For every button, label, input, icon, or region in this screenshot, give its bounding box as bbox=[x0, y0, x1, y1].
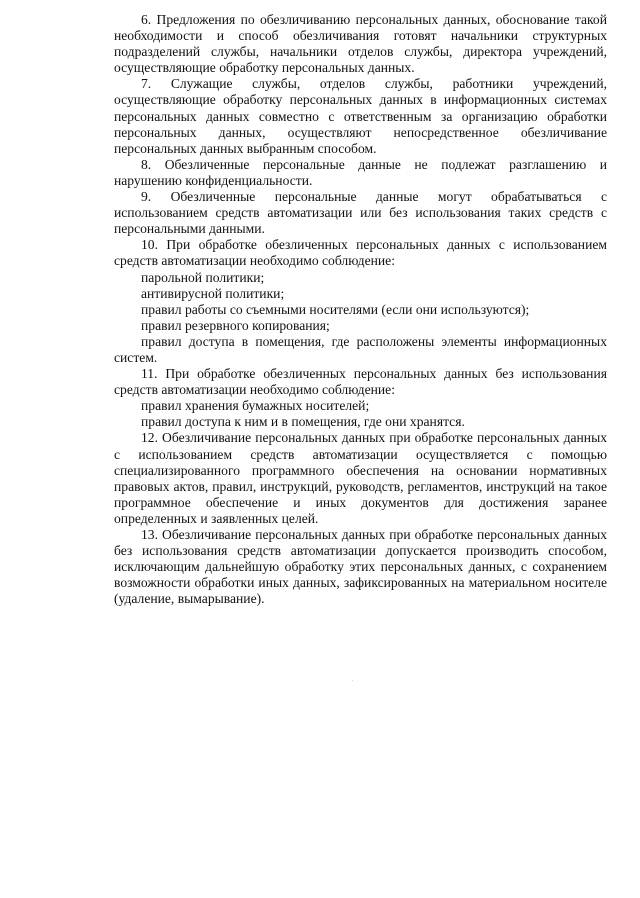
paragraph-9: 9. Обезличенные персональные данные могут обрабатываться с использованием средств автоматизации или без использования таких средств с персональными данными. bbox=[114, 189, 607, 237]
list-item-premises-access: правил доступа в помещения, где расположены элементы информационных систем. bbox=[114, 333, 607, 365]
paragraph-7: 7. Служащие службы, отделов службы, работники учреждений, осуществляющие обработку персональных данных в информационных системах персональных данных совместно с ответственным за организацию обработки персональных данных, осуществляют непосредственное обезличивание персональных данных выбранным способом. bbox=[114, 76, 607, 156]
list-item-password-policy: парольной политики; bbox=[141, 269, 265, 285]
paragraph-11: 11. При обработке обезличенных персональных данных без использования средств автоматизации необходимо соблюдение: bbox=[114, 366, 607, 398]
list-item-removable-media: правил работы со съемными носителями (если они используются); bbox=[141, 301, 530, 317]
list-item-paper-access: правил доступа к ним и в помещения, где они хранятся. bbox=[141, 414, 465, 430]
paragraph-13: 13. Обезличивание персональных данных при обработке персональных данных без использования средств автоматизации допускается производить способом, исключающим дальнейшую обработку этих персональных данных, с сохранением возможности обработки иных данных, зафиксированных на материальном носителе (удаление, вымарывание). bbox=[114, 527, 607, 607]
scan-speck bbox=[352, 680, 353, 681]
list-item-antivirus-policy: антивирусной политики; bbox=[141, 285, 285, 301]
paragraph-8: 8. Обезличенные персональные данные не подлежат разглашению и нарушению конфиденциальности. bbox=[114, 156, 607, 188]
paragraph-10: 10. При обработке обезличенных персональных данных с использованием средств автоматизации необходимо соблюдение: bbox=[114, 237, 607, 269]
list-item-backup: правил резервного копирования; bbox=[141, 317, 330, 333]
list-item-paper-storage: правил хранения бумажных носителей; bbox=[141, 398, 370, 414]
paragraph-6: 6. Предложения по обезличиванию персональных данных, обоснование такой необходимости и способ обезличивания готовят начальники структурных подразделений службы, начальники отделов службы, директора учреждений, осуществляющие обработку персональных данных. bbox=[114, 12, 607, 76]
document-page bbox=[114, 12, 607, 607]
paragraph-12: 12. Обезличивание персональных данных при обработке персональных данных с использованием средств автоматизации осуществляется с помощью специализированного программного обеспечения на основании нормативных правовых актов, правил, инструкций, руководств, регламентов, инструкций на такое программное обеспечение и иных документов для достижения заранее определенных и заявленных целей. bbox=[114, 430, 607, 526]
